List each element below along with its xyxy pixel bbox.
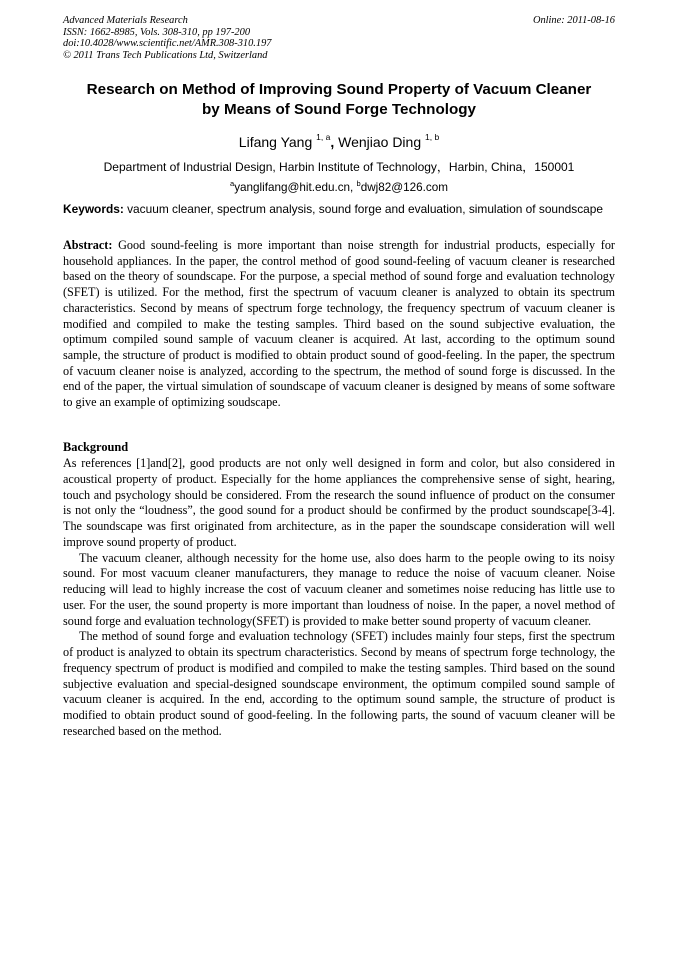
background-heading: Background bbox=[63, 440, 129, 454]
background-paragraph-1: As references [1]and[2], good products are not only well designed in form and color, but also considered in acoustical property of product. Especially for the home appliances the comprehensive sense of sight, hearing, touch and psychology should be considered. From the research the sound influence of product on the consumer is not only the “loudness”, the good sound for a product should be confirmed by the product soundscape[3-4]. The soundscape was first originated from architecture, as in the paper the soundscape consideration will well improve sound property of product. bbox=[63, 456, 615, 549]
background-body bbox=[63, 456, 615, 740]
affiliation: Department of Industrial Design, Harbin Institute of Technology，Harbin, China，150001 bbox=[103, 160, 575, 174]
keywords-section bbox=[63, 203, 615, 217]
author-1-affiliation-mark: 1, a bbox=[316, 132, 331, 142]
copyright-line: © 2011 Trans Tech Publications Ltd, Switzerland bbox=[63, 49, 268, 61]
keywords-text: vacuum cleaner, spectrum analysis, sound forge and evaluation, simulation of soundscape bbox=[123, 202, 604, 216]
author-2-affiliation-mark: 1, b bbox=[425, 132, 440, 142]
abstract-section bbox=[63, 238, 615, 411]
email-b: dwj82@126.com bbox=[360, 181, 448, 194]
author-2-name: Wenjiao Ding bbox=[338, 134, 422, 150]
journal-name: Advanced Materials Research bbox=[63, 15, 188, 26]
title-line-2: by Means of Sound Forge Technology bbox=[202, 101, 476, 118]
keywords-label: Keywords: bbox=[63, 202, 124, 216]
author-1-name: Lifang Yang bbox=[238, 134, 313, 150]
email-a: yanglifang@hit.edu.cn bbox=[234, 181, 351, 194]
abstract-label: Abstract: bbox=[63, 238, 113, 252]
journal-header bbox=[63, 15, 615, 61]
author-emails bbox=[40, 180, 638, 196]
author-list bbox=[40, 133, 638, 151]
title-line-1: Research on Method of Improving Sound Property of Vacuum Cleaner bbox=[86, 81, 592, 98]
author-separator: , bbox=[330, 134, 335, 150]
online-date: Online: 2011-08-16 bbox=[532, 15, 615, 26]
paper-title bbox=[40, 80, 638, 120]
email-separator: , bbox=[350, 181, 357, 194]
doi-line: doi:10.4028/www.scientific.net/AMR.308-310.197 bbox=[63, 38, 272, 50]
background-paragraph-3: The method of sound forge and evaluation technology (SFET) includes mainly four steps, first the spectrum of product is analyzed to obtain its spectrum characteristics. Second by means of spectrum forge technology, the frequency spectrum of product is modified and compiled to make the testing samples. Third based on the sound subjective evaluation and special-designed soundscape environment, the optimum compiled sound sample of vacuum cleaner is acquired. In the end, according to the optimum sound sample, the structure of product is modified to obtain product sound of good-feeling. In the following parts, the sound of vacuum cleaner will be researched based on the method. bbox=[63, 629, 615, 738]
abstract-text: Good sound-feeling is more important than noise strength for industrial products, especially for household appliances. In the paper, the control method of good sound-feeling of vacuum cleaner is researched based on the theory of soundscape. For the purpose, a special method of sound forge and evaluation technology (SFET) is utilized. For the method, first the spectrum of vacuum cleaner is analyzed to obtain its spectrum characteristics. Second by means of spectrum forge technology, the frequency spectrum of vacuum cleaner is modified and compiled to make the testing samples. Third based on the sound subjective evaluation, the optimum compiled sound sample of vacuum cleaner is acquired. At last, according to the optimum sound sample, the structure of product is modified to obtain product sound of good-feeling. In the paper, the spectrum of vacuum cleaner noise is analyzed, according to the spectrum, the method of sound forge is discussed. In the end of the paper, the virtual simulation of soundscape of vacuum cleaner is designed by means of some software to give an example of optimizing soudscape. bbox=[63, 238, 615, 410]
email-a-mark: a bbox=[230, 179, 235, 188]
email-b-mark: b bbox=[356, 179, 361, 188]
issn-line: ISSN: 1662-8985, Vols. 308-310, pp 197-200 bbox=[63, 26, 251, 38]
background-paragraph-2: The vacuum cleaner, although necessity for the home use, also does harm to the people owing to its noisy sound. For most vacuum cleaner manufacturers, they manage to reduce the noise of vacuum cleaner. Noise reducing will lead to highly increase the cost of vacuum cleaner and sometimes noise reducing has little use to user. For the user, the sound property is more important than loudness of noise. In the paper, a novel method of sound forge and evaluation technology(SFET) is provided to make better sound property of vacuum cleaner. bbox=[63, 550, 615, 628]
